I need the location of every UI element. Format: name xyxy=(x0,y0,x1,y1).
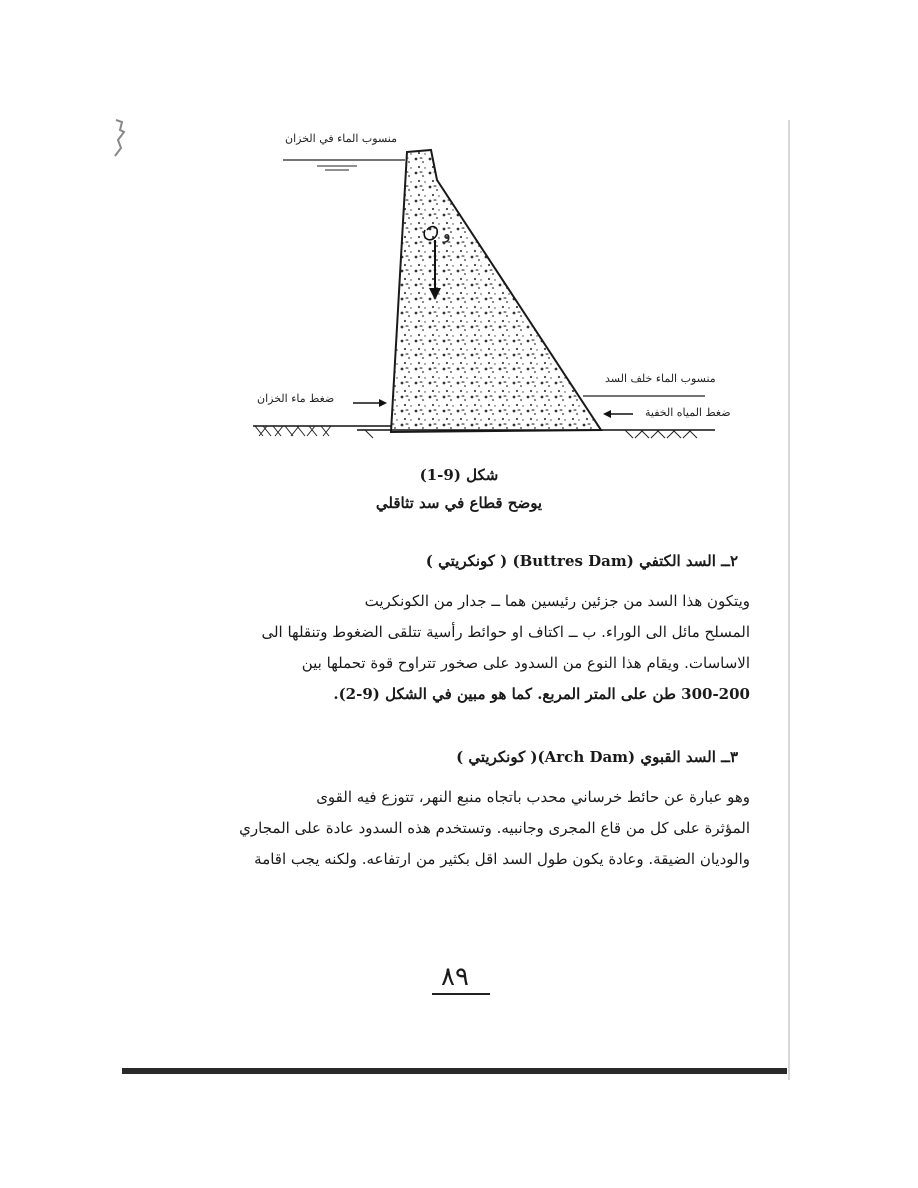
scan-mark xyxy=(112,118,128,158)
section2-line-2: المسلح مائل الى الوراء. ب ــ اكتاف او حوائط رأسية تتلقى الضغوط وتنقلها الى xyxy=(261,623,750,641)
reservoir-water-pressure-label: ضغط ماء الخزان xyxy=(257,392,335,405)
upstream-water-level-label: منسوب الماء في الخزان xyxy=(285,132,397,145)
section2-line-3: الاساسات. ويقام هذا النوع من السدود على صخور تتراوح قوة تحملها بين xyxy=(301,654,750,672)
uplift-pressure-label: ضغط المياه الخفية xyxy=(645,406,731,419)
page-number: ٨٩ xyxy=(441,962,469,992)
uplift-pressure-arrowhead xyxy=(603,410,611,418)
page-edge-bottom xyxy=(122,1068,787,1074)
dam-body xyxy=(391,150,601,432)
figure-number: شكل (9-1) xyxy=(419,466,499,484)
page-number-underline xyxy=(432,993,490,995)
section3-heading: ٣ــ السد القبوي (Arch Dam)( كونكريتي ) xyxy=(456,748,738,766)
page-edge-right xyxy=(788,120,790,1080)
section3-line-2: المؤثرة على كل من قاع المجرى وجانبيه. وتستخدم هذه السدود عادة على المجاري xyxy=(239,819,750,837)
section3-line-1: وهو عبارة عن حائط خرساني محدب باتجاه منبع النهر، تتوزع فيه القوى xyxy=(316,788,750,806)
section2-paragraph xyxy=(220,586,750,710)
weight-symbol-label: و xyxy=(443,224,451,243)
section2-heading: ٢ــ السد الكتفي (Buttres Dam) ( كونكريتي ) xyxy=(425,552,738,570)
section2-line-1: ويتكون هذا السد من جزئين رئيسين هما ــ جدار من الكونكريت xyxy=(364,592,750,610)
gravity-dam-diagram xyxy=(245,128,731,440)
downstream-water-level-label: منسوب الماء خلف السد xyxy=(605,372,716,385)
figure-title: يوضح قطاع في سد تثاقلي xyxy=(375,494,543,512)
section3-paragraph xyxy=(220,782,750,875)
reservoir-pressure-arrowhead xyxy=(379,399,387,407)
section2-line-4: 300-200 طن على المتر المربع. كما هو مبين في الشكل (9-2). xyxy=(333,685,750,703)
section3-line-3: والوديان الضيقة. وعادة يكون طول السد اقل بكثير من ارتفاعه. ولكنه يجب اقامة xyxy=(254,850,750,868)
